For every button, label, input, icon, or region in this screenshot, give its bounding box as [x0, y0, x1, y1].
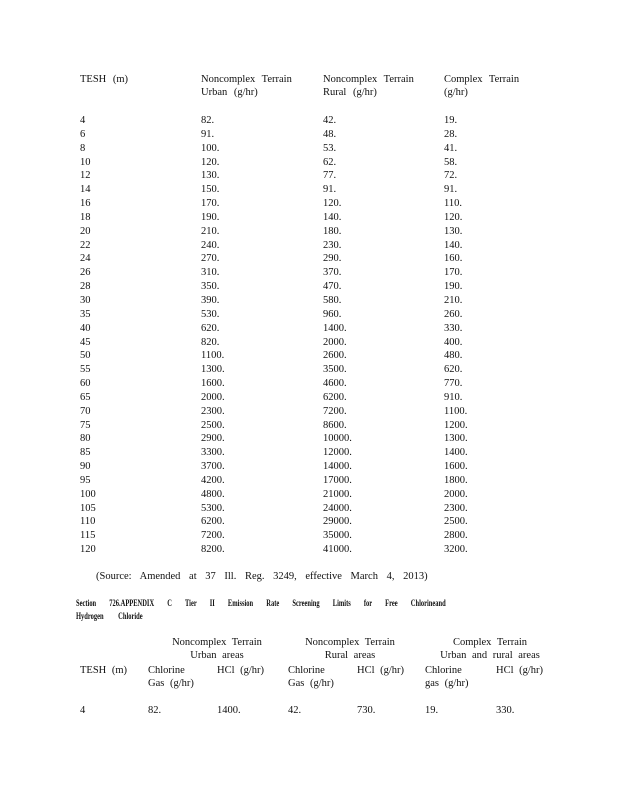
t1-header-rural: Noncomplex Terrain Rural (g/hr) [323, 74, 414, 98]
t1-cell-rural: 1400. [323, 322, 347, 334]
t1-cell-tesh: 100 [80, 488, 96, 500]
t2-cell-rural-chlorine: 42. [288, 705, 302, 716]
t1-cell-rural: 2600. [323, 350, 347, 362]
t1-cell-urban: 150. [201, 184, 220, 196]
t1-cell-complex: 2500. [444, 516, 468, 528]
t1-cell-urban: 82. [201, 115, 215, 126]
t1-header-urban: Noncomplex Terrain Urban (g/hr) [201, 74, 292, 98]
t1-cell-urban: 350. [201, 281, 220, 293]
t1-cell-urban: 1100. [201, 350, 225, 362]
t1-cell-complex: 91. [444, 184, 458, 196]
t2-cell-tesh: 4 [80, 705, 86, 716]
t1-cell-rural: 120. [323, 198, 342, 210]
t2-cell-rural-hcl: 730. [357, 705, 376, 716]
t1-cell-complex: 130. [444, 225, 463, 237]
t1-cell-urban: 190. [201, 211, 220, 223]
t1-cell-rural: 21000. [323, 488, 352, 500]
t1-cell-tesh: 85 [80, 447, 91, 459]
t1-cell-tesh: 110 [80, 516, 96, 528]
t1-cell-complex: 58. [444, 156, 458, 168]
t1-cell-tesh: 80 [80, 433, 91, 445]
section-heading-line2: Hydrogen Chloride [76, 611, 143, 621]
t1-cell-rural: 7200. [323, 405, 347, 417]
t2-cell-complex-hcl: 330. [496, 705, 515, 716]
t1-cell-rural: 290. [323, 253, 342, 265]
t1-cell-urban: 91. [201, 128, 215, 140]
t1-cell-complex: 140. [444, 239, 463, 251]
t1-cell-complex: 160. [444, 253, 463, 265]
t1-cell-tesh: 55 [80, 364, 91, 376]
t1-cell-tesh: 65 [80, 391, 91, 403]
t1-cell-tesh: 75 [80, 419, 91, 431]
t1-cell-rural: 960. [323, 308, 342, 320]
t1-cell-complex: 400. [444, 336, 463, 348]
t1-column-urban [201, 114, 225, 557]
t1-cell-rural: 12000. [323, 447, 352, 459]
t1-cell-tesh: 8 [80, 142, 86, 154]
t2-group-rural: Noncomplex Terrain Rural areas [305, 637, 395, 661]
t1-cell-tesh: 95 [80, 474, 91, 486]
t1-cell-tesh: 50 [80, 350, 91, 362]
t1-cell-rural: 140. [323, 211, 342, 223]
t1-cell-rural: 8600. [323, 419, 347, 431]
t2-header-rural-chlorine: Chlorine Gas (g/hr) [288, 665, 334, 689]
t1-cell-rural: 91. [323, 184, 337, 196]
t1-cell-complex: 3200. [444, 544, 468, 556]
t1-cell-tesh: 14 [80, 184, 91, 196]
t1-cell-urban: 130. [201, 170, 220, 182]
t1-cell-rural: 14000. [323, 461, 352, 473]
t1-cell-complex: 2000. [444, 488, 468, 500]
t1-cell-complex: 1800. [444, 474, 468, 486]
t1-cell-urban: 270. [201, 253, 220, 265]
t2-header-urban-hcl: HCl (g/hr) [217, 665, 265, 676]
t2-cell-urban-hcl: 1400. [217, 705, 241, 716]
t1-cell-rural: 370. [323, 267, 342, 279]
t1-cell-complex: 110. [444, 198, 462, 210]
t1-cell-rural: 180. [323, 225, 342, 237]
t1-cell-urban: 2900. [201, 433, 225, 445]
t1-cell-urban: 1300. [201, 364, 225, 376]
t1-cell-urban: 8200. [201, 544, 225, 556]
t1-cell-urban: 1600. [201, 378, 225, 390]
t2-cell-complex-chlorine: 19. [425, 705, 439, 716]
t1-header-tesh: TESH (m) [80, 74, 129, 85]
t1-cell-rural: 41000. [323, 544, 352, 556]
t1-cell-tesh: 60 [80, 378, 91, 390]
t1-cell-urban: 4200. [201, 474, 225, 486]
t1-cell-rural: 24000. [323, 502, 352, 514]
t1-cell-complex: 480. [444, 350, 463, 362]
t1-cell-tesh: 70 [80, 405, 91, 417]
t2-header-complex-chlorine: Chlorine gas (g/hr) [425, 665, 469, 689]
t1-cell-urban: 6200. [201, 516, 225, 528]
t1-cell-complex: 2800. [444, 530, 468, 542]
t1-cell-rural: 53. [323, 142, 337, 154]
t1-cell-rural: 29000. [323, 516, 352, 528]
t1-cell-rural: 4600. [323, 378, 347, 390]
t1-cell-tesh: 10 [80, 156, 91, 168]
t1-cell-complex: 41. [444, 142, 458, 154]
t1-cell-tesh: 22 [80, 239, 91, 251]
t2-group-complex: Complex Terrain Urban and rural areas [440, 637, 540, 661]
t1-cell-tesh: 26 [80, 267, 91, 279]
t1-cell-urban: 2000. [201, 391, 225, 403]
section-heading-line1: Section 726.APPENDIX C Tier II Emission Rate Screening Limits for Free Chlorineand [76, 598, 446, 608]
t1-cell-tesh: 4 [80, 115, 86, 126]
t2-header-urban-chlorine: Chlorine Gas (g/hr) [148, 665, 194, 689]
t1-column-rural [323, 114, 352, 557]
t1-cell-rural: 230. [323, 239, 342, 251]
t2-group-urban: Noncomplex Terrain Urban areas [172, 637, 262, 661]
t1-cell-tesh: 105 [80, 502, 96, 514]
t1-cell-complex: 72. [444, 170, 458, 182]
t1-cell-complex: 1400. [444, 447, 468, 459]
t1-cell-complex: 1300. [444, 433, 468, 445]
t1-cell-complex: 1600. [444, 461, 468, 473]
t1-cell-tesh: 28 [80, 281, 91, 293]
t1-cell-tesh: 24 [80, 253, 91, 265]
t1-cell-rural: 35000. [323, 530, 352, 542]
t1-cell-urban: 310. [201, 267, 220, 279]
t1-cell-complex: 770. [444, 378, 463, 390]
t2-header-complex-hcl: HCl (g/hr) [496, 665, 544, 676]
t1-cell-complex: 28. [444, 128, 458, 140]
t1-cell-rural: 17000. [323, 474, 352, 486]
t1-cell-urban: 100. [201, 142, 220, 154]
t1-cell-urban: 240. [201, 239, 220, 251]
t1-cell-urban: 390. [201, 294, 220, 306]
t1-column-tesh [80, 114, 96, 557]
t1-cell-tesh: 90 [80, 461, 91, 473]
t1-cell-tesh: 35 [80, 308, 91, 320]
t1-cell-urban: 3300. [201, 447, 225, 459]
t1-cell-complex: 1200. [444, 419, 468, 431]
t1-cell-urban: 4800. [201, 488, 225, 500]
t1-cell-complex: 910. [444, 391, 463, 403]
t1-cell-urban: 7200. [201, 530, 225, 542]
t1-cell-tesh: 45 [80, 336, 91, 348]
t1-cell-rural: 48. [323, 128, 337, 140]
t1-cell-tesh: 18 [80, 211, 91, 223]
t1-cell-complex: 190. [444, 281, 463, 293]
t1-cell-urban: 120. [201, 156, 220, 168]
t1-cell-rural: 10000. [323, 433, 352, 445]
t1-cell-urban: 170. [201, 198, 220, 210]
t1-cell-complex: 120. [444, 211, 463, 223]
t1-cell-rural: 3500. [323, 364, 347, 376]
t1-cell-tesh: 30 [80, 294, 91, 306]
t1-cell-complex: 170. [444, 267, 463, 279]
t2-cell-urban-chlorine: 82. [148, 705, 162, 716]
t1-cell-complex: 19. [444, 115, 458, 126]
t1-cell-urban: 210. [201, 225, 220, 237]
t1-cell-rural: 470. [323, 281, 342, 293]
t1-cell-urban: 620. [201, 322, 220, 334]
t1-cell-complex: 2300. [444, 502, 468, 514]
t1-cell-tesh: 20 [80, 225, 91, 237]
t2-header-tesh: TESH (m) [80, 665, 128, 676]
t1-cell-urban: 820. [201, 336, 220, 348]
t1-cell-tesh: 40 [80, 322, 91, 334]
t2-header-rural-hcl: HCl (g/hr) [357, 665, 405, 676]
t1-cell-rural: 62. [323, 156, 337, 168]
t1-cell-tesh: 6 [80, 128, 86, 140]
t1-cell-rural: 6200. [323, 391, 347, 403]
t1-cell-tesh: 115 [80, 530, 96, 542]
t1-column-complex [444, 114, 468, 557]
t1-cell-urban: 2300. [201, 405, 225, 417]
t1-cell-complex: 330. [444, 322, 463, 334]
t1-cell-complex: 210. [444, 294, 463, 306]
t1-cell-tesh: 120 [80, 544, 96, 556]
t1-cell-urban: 3700. [201, 461, 225, 473]
t1-cell-rural: 77. [323, 170, 337, 182]
t1-cell-tesh: 12 [80, 170, 91, 182]
t1-cell-complex: 1100. [444, 405, 468, 417]
t1-cell-complex: 260. [444, 308, 463, 320]
source-note: (Source: Amended at 37 Ill. Reg. 3249, effective March 4, 2013) [96, 571, 428, 582]
t1-cell-urban: 2500. [201, 419, 225, 431]
t1-cell-rural: 580. [323, 294, 342, 306]
t1-cell-rural: 42. [323, 115, 337, 126]
t1-cell-urban: 530. [201, 308, 220, 320]
t1-cell-rural: 2000. [323, 336, 347, 348]
t1-cell-tesh: 16 [80, 198, 91, 210]
t1-cell-urban: 5300. [201, 502, 225, 514]
t1-header-complex: Complex Terrain (g/hr) [444, 74, 520, 98]
t1-cell-complex: 620. [444, 364, 463, 376]
